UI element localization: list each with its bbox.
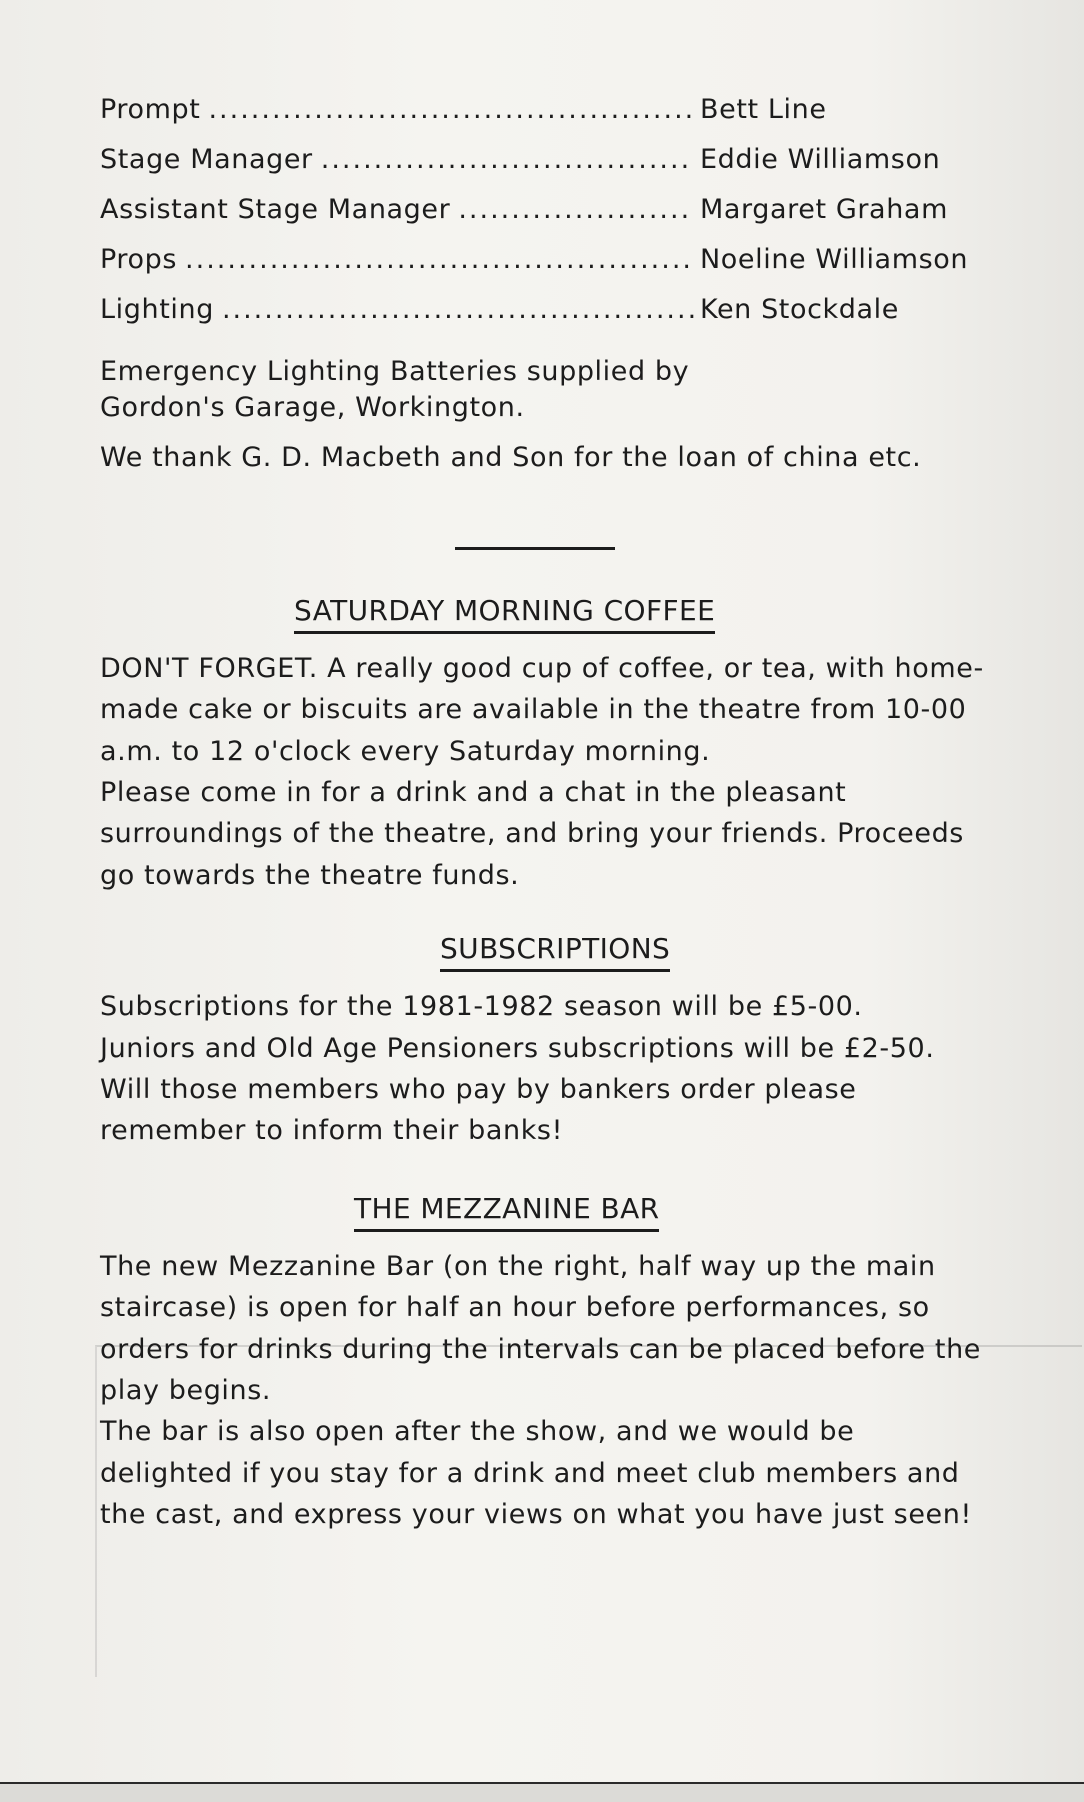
credit-name: Ken Stockdale xyxy=(700,294,899,325)
subscriptions-paragraph: Juniors and Old Age Pensioners subscriptions will be £2-50. xyxy=(100,1032,935,1064)
leader-dots xyxy=(185,242,694,278)
thanks-note: We thank G. D. Macbeth and Son for the loan of china etc. xyxy=(100,442,922,474)
credit-row xyxy=(100,242,990,292)
divider-rule xyxy=(455,547,615,550)
page-bottom-edge xyxy=(0,1782,1084,1802)
coffee-paragraph: Please come in for a drink and a chat in the pleasant surroundings of the theatre, and bring your friends. Proceeds go towards the theatre funds. xyxy=(100,776,964,891)
subscriptions-paragraph: Subscriptions for the 1981-1982 season will be £5-00. xyxy=(100,991,863,1023)
bar-paragraph: The bar is also open after the show, and we would be delighted if you stay for a drink and meet club members and the cast, and express your views on what you have just seen! xyxy=(100,1416,972,1530)
leader-dots xyxy=(321,142,694,178)
leader-dots xyxy=(458,192,694,228)
credit-row xyxy=(100,92,990,142)
subscriptions-paragraph: Will those members who pay by bankers order please remember to inform their banks! xyxy=(100,1073,857,1147)
leader-dots xyxy=(208,92,694,128)
credits-list xyxy=(100,92,990,342)
credit-name: Margaret Graham xyxy=(700,194,948,225)
credit-name: Bett Line xyxy=(700,94,827,125)
subscriptions-heading: SUBSCRIPTIONS xyxy=(440,930,670,973)
credit-role: Assistant Stage Manager xyxy=(100,194,451,225)
credit-row xyxy=(100,292,990,342)
credit-role: Stage Manager xyxy=(100,144,313,175)
credit-role: Lighting xyxy=(100,294,214,325)
bar-heading: THE MEZZANINE BAR xyxy=(354,1190,659,1233)
leader-dots xyxy=(222,292,694,328)
credit-role: Props xyxy=(100,244,178,275)
credit-name: Noeline Williamson xyxy=(700,244,969,275)
credit-row xyxy=(100,192,990,242)
credit-row xyxy=(100,142,990,192)
bar-paragraph: The new Mezzanine Bar (on the right, half way up the main staircase) is open for half an hour before performances, so orders for drinks during the intervals can be placed before the play begins. xyxy=(100,1251,982,1406)
page-content xyxy=(100,92,990,1535)
coffee-paragraph: DON'T FORGET. A really good cup of coffee, or tea, with home-made cake or biscuits are available in the theatre from 10-00 a.m. to 12 o'clock every Saturday morning. xyxy=(100,653,984,767)
credit-role: Prompt xyxy=(100,94,201,125)
credit-name: Eddie Williamson xyxy=(700,144,941,175)
emergency-lighting-note: Emergency Lighting Batteries supplied by Gordon's Garage, Workington. xyxy=(100,356,690,424)
coffee-heading: SATURDAY MORNING COFFEE xyxy=(294,592,715,635)
